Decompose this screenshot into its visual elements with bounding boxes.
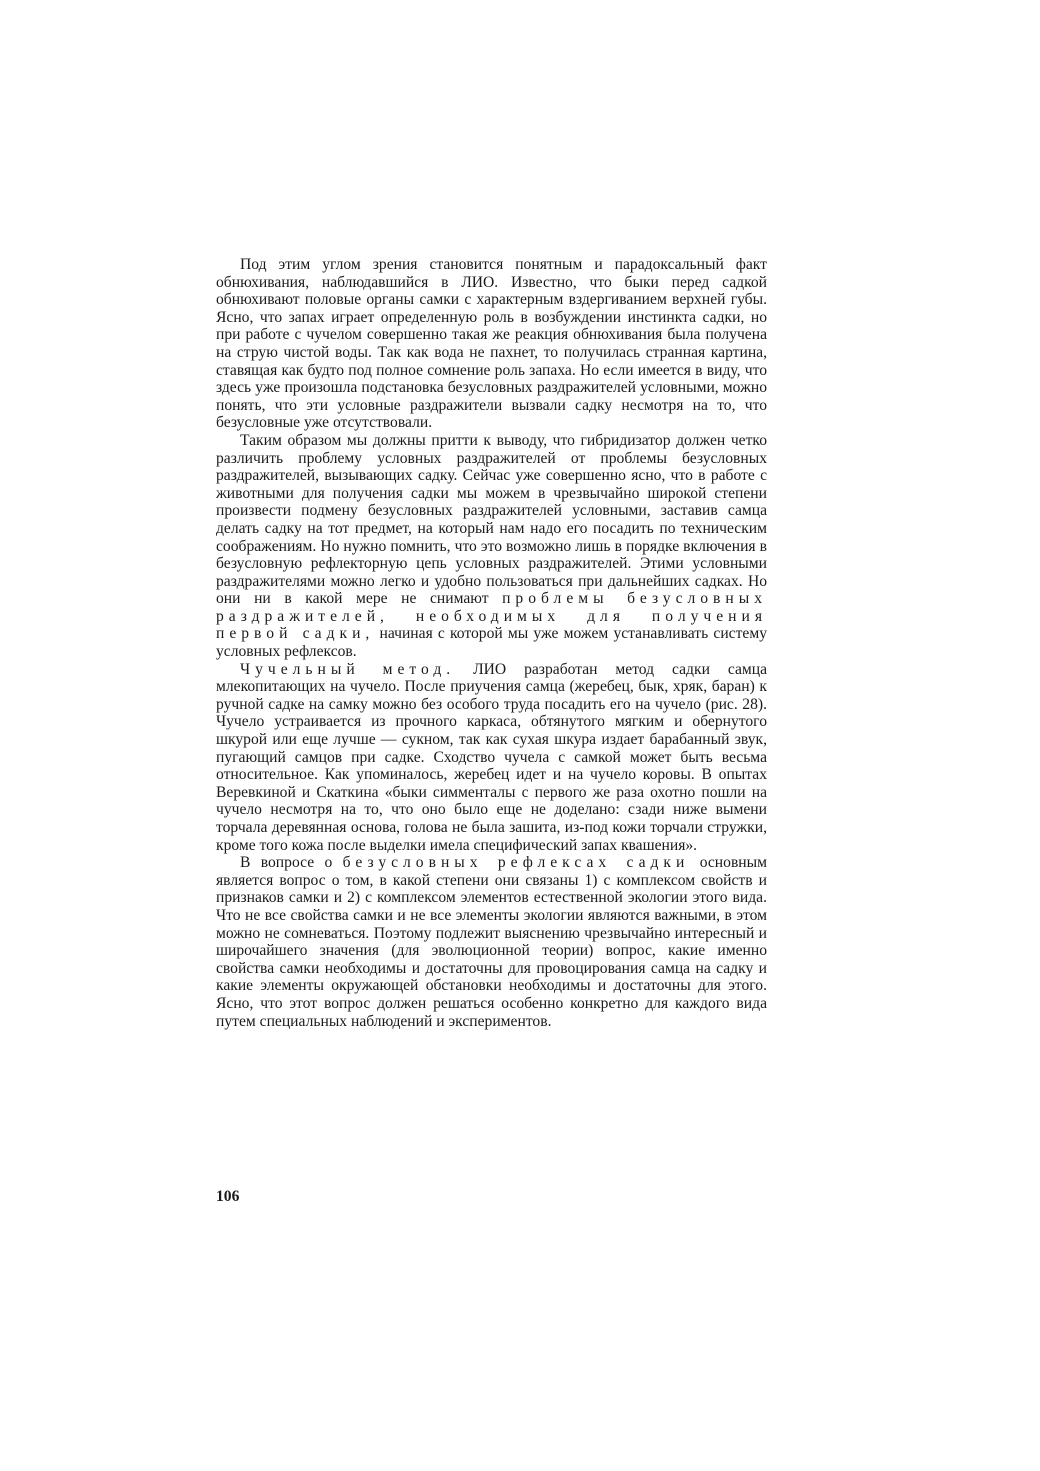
paragraph-2-ending: начиная с которой мы уже можем устанавливать систему условных рефлексов. (216, 625, 767, 661)
paragraph-4 (216, 854, 767, 1030)
paragraph-1 (216, 256, 767, 432)
page-text-block (216, 256, 767, 1030)
paragraph-4-emphasis: безусловных рефлексах садки (342, 854, 690, 872)
paragraph-4-text: основным является вопрос о том, в какой степени они связаны 1) с комплексом свойств и признаков самки и 2) с комплексом элементов естественной экологии этого вида. Что не все свойства самки и не все элементы экологии являются важными, в этом можно не сомневаться. Поэтому подлежит выяснению чрезвычайно интересный и широчайшего значения (для эволюционной теории) вопрос, какие именно свойства самки необходимы и достаточны для провоцирования самца на садку и какие элементы окружающей обстановки необходимы и достаточны для этого. Ясно, что этот вопрос должен решаться особенно конкретно для каждого вида путем специальных наблюдений и экспериментов. (216, 854, 767, 1030)
paragraph-2-text: Таким образом мы должны притти к выводу, что гибридизатор должен четко различить проблему условных раздражителей от проблемы безусловных раздражителей, вызывающих садку. Сейчас уже совершенно ясно, что в работе с животными для получения садки мы можем в чрезвычайно широкой степени произвести подмену безусловных раздражителей условными, заставив самца делать садку на тот предмет, на который нам надо его посадить по техническим соображениям. Но нужно помнить, что это возможно лишь в порядке включения в безусловную рефлекторную цепь условных раздражителей. Этими условными раздражителями можно легко и удобно пользоваться при дальнейших садках. Но они ни в какой мере не снимают (216, 431, 767, 608)
paragraph-2 (216, 432, 767, 661)
paragraph-1-text: Под этим углом зрения становится понятным и парадоксальный факт обнюхивания, наблюдавшийся в ЛИО. Известно, что быки перед садкой обнюхивают половые органы самки с характерным вздергиванием верхней губы. Ясно, что запах играет определенную роль в возбуждении инстинкта садки, но при работе с чучелом совершенно такая же реакция обнюхивания была получена на струю чистой воды. Так как вода не пахнет, то получилась странная картина, ставящая как будто под полное сомнение роль запаха. Но если имеется в виду, что здесь уже произошла подстановка безусловных раздражителей условными, можно понять, что эти условные раздражители вызвали садку несмотря на то, что безусловные уже отсутствовали. (216, 256, 767, 432)
paragraph-4-lead: В вопросе о (240, 854, 343, 872)
paragraph-2-emphasis: проблемы безусловных раздражителей, необходимых для получения первой садки, (216, 590, 767, 643)
paragraph-3 (216, 661, 767, 855)
paragraph-3-text: ЛИО разработан метод садки самца млекопитающих на чучело. После приучения самца (жеребец, бык, хряк, баран) к ручной садке на самку можно без особого труда посадить его на чучело (рис. 28). Чучело устраивается из прочного каркаса, обтянутого мягким и обернутого шкурой или еще лучше — сукном, так как сухая шкура издает барабанный звук, пугающий самцов при садке. Сходство чучела с самкой может быть весьма относительное. Как упоминалось, жеребец идет и на чучело коровы. В опытах Веревкиной и Скаткина «быки симменталы с первого же раза охотно пошли на чучело несмотря на то, что оно было еще не доделано: сзади ниже вымени торчала деревянная основа, голова не была зашита, из-под кожи торчали стружки, кроме того кожа после выделки имела специфический запах квашения». (216, 660, 768, 854)
page-number: 106 (216, 1188, 240, 1205)
paragraph-3-heading: Чучельный метод. (240, 660, 456, 678)
